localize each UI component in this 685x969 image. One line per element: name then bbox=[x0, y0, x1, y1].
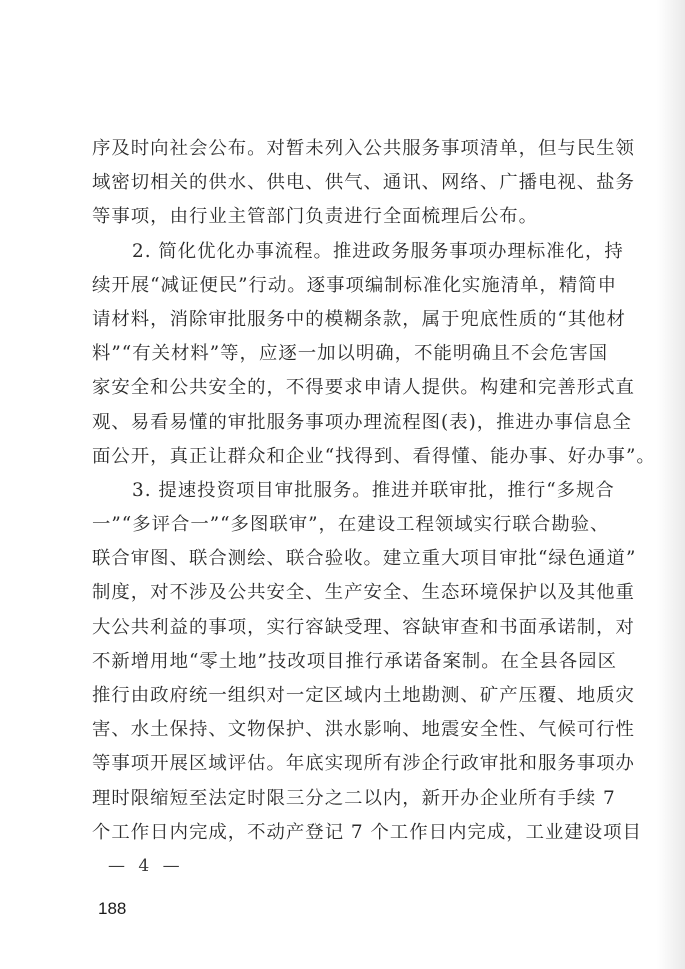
text-line: 续开展“减证便民”行动。逐事项编制标准化实施清单，精简申 bbox=[92, 274, 617, 296]
body-text bbox=[92, 132, 656, 850]
text-line: 域密切相关的供水、供电、供气、通讯、网络、广播电视、盐务 bbox=[92, 172, 635, 194]
catalog-page-number: 188 bbox=[98, 899, 127, 918]
text-line: 等事项开展区域评估。年底实现所有涉企行政审批和服务事项办 bbox=[92, 753, 635, 775]
text-line: 推行由政府统一组织对一定区域内土地勘测、矿产压覆、地质灾 bbox=[92, 685, 635, 706]
text-line: 序及时向社会公布。对暂未列入公共服务事项清单，但与民生领 bbox=[92, 138, 635, 159]
text-line: 不新增用地“零土地”技改项目推行承诺备案制。在全县各园区 bbox=[92, 650, 617, 672]
text-line: 等事项，由行业主管部门负责进行全面梳理后公布。 bbox=[92, 206, 538, 228]
text-line: 家安全和公共安全的，不得要求申请人提供。构建和完善形式直 bbox=[92, 377, 635, 399]
text-line: 请材料，消除审批服务中的模糊条款，属于兜底性质的“其他材 bbox=[92, 308, 626, 330]
text-line: 料”“有关材料”等，应逐一加以明确，不能明确且不会危害国 bbox=[92, 343, 608, 365]
page-number: — 4 — bbox=[108, 856, 184, 876]
text-line: 害、水土保持、文物保护、洪水影响、地震安全性、气候可行性 bbox=[92, 719, 635, 741]
text-line: 观、易看易懂的审批服务事项办理流程图(表)，推进办事信息全 bbox=[92, 411, 632, 433]
page-edge-shadow bbox=[657, 0, 685, 969]
section-2-heading-line: 2. 简化优化办事流程。推进政务服务事项办理标准化，持 bbox=[132, 240, 624, 262]
text-line: 面公开，真正让群众和企业“找得到、看得懂、能办事、好办事”。 bbox=[92, 445, 656, 467]
text-line: 一”“多评合一”“多图联审”，在建设工程领域实行联合勘验、 bbox=[92, 514, 610, 536]
text-line: 理时限缩短至法定时限三分之二以内，新开办企业所有手续 7 bbox=[92, 787, 616, 809]
text-line: 个工作日内完成，不动产登记 7 个工作日内完成，工业建设项目 bbox=[92, 821, 642, 843]
text-line: 制度，对不涉及公共安全、生产安全、生态环境保护以及其他重 bbox=[92, 582, 635, 604]
section-3-heading-line: 3. 提速投资项目审批服务。推进并联审批，推行“多规合 bbox=[132, 479, 615, 501]
text-line: 联合审图、联合测绘、联合验收。建立重大项目审批“绿色通道” bbox=[92, 548, 637, 570]
text-line: 大公共利益的事项，实行容缺受理、容缺审查和书面承诺制，对 bbox=[92, 616, 635, 638]
